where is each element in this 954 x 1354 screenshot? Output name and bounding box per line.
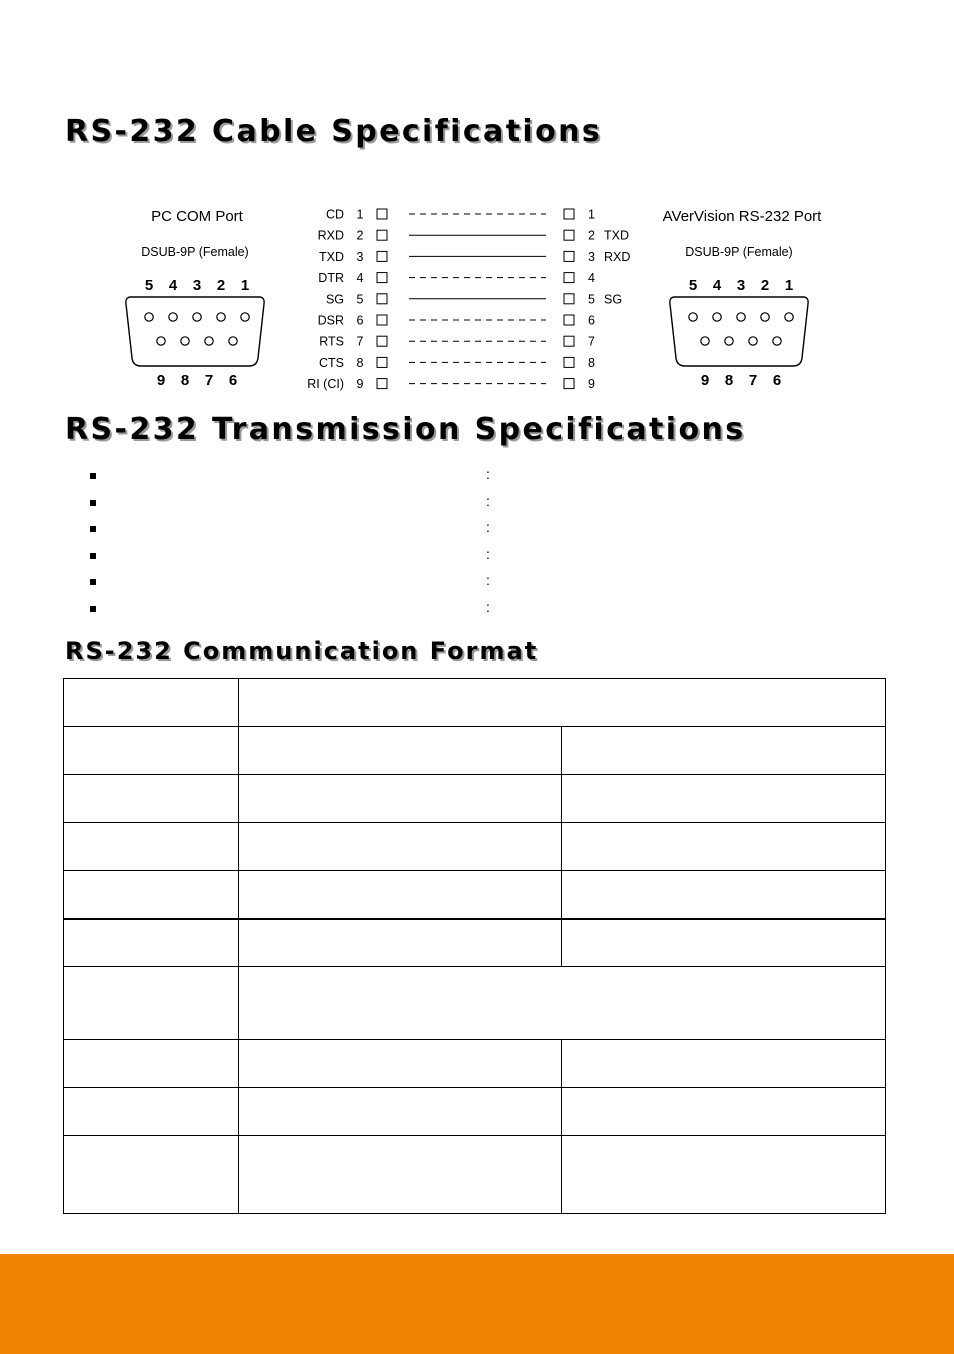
device-pin-number: 3: [588, 249, 595, 264]
pc-port-title: PC COM Port: [151, 208, 243, 225]
table-cell-value: [239, 967, 886, 1039]
connector-pin-number: 6: [772, 372, 782, 389]
table-cell-value: [239, 1039, 562, 1087]
table-cell-value: [562, 1135, 886, 1213]
connector-pin-number: 7: [204, 372, 214, 389]
table-row: [64, 775, 886, 823]
pc-pin-number: 5: [356, 292, 364, 307]
table-cell-label: [64, 1039, 239, 1087]
table-row: [64, 1135, 886, 1213]
connector-pin-hole: [145, 313, 153, 321]
table-cell-value: [239, 919, 562, 967]
connector-pin-hole: [749, 337, 757, 345]
connector-pin-number: 3: [192, 277, 202, 294]
connector-pin-number: 9: [156, 372, 166, 389]
pc-pin-number: 2: [356, 228, 364, 243]
table-row: [64, 679, 886, 727]
wiring-row: [319, 250, 630, 264]
pin-terminal-box: [564, 336, 574, 346]
table-cell-label: [64, 919, 239, 967]
device-pin-number: 9: [588, 377, 595, 392]
bullet-icon: [90, 526, 96, 532]
table-row: [64, 967, 886, 1039]
pc-signal-label: DTR: [318, 271, 344, 286]
cable-specifications-heading: RS-232 Cable Specifications: [65, 114, 603, 149]
pin-terminal-box: [564, 209, 574, 219]
connector-pin-number: 8: [180, 372, 190, 389]
connector-pin-number: 3: [736, 277, 746, 294]
table-cell-label: [64, 775, 239, 823]
pin-terminal-box: [377, 379, 387, 389]
wiring-row: [319, 356, 595, 370]
connector-pin-number: 2: [216, 277, 226, 294]
table-cell-value: [562, 1087, 886, 1135]
spec-separator: :: [486, 519, 490, 536]
pin-wiring: [307, 208, 630, 392]
connector-pin-hole: [713, 313, 721, 321]
connector-pin-number: 8: [724, 372, 734, 389]
wiring-row: [318, 229, 629, 243]
device-port-type: DSUB-9P (Female): [685, 245, 793, 259]
db9-connector-shape: [126, 297, 264, 366]
connector-pin-hole: [737, 313, 745, 321]
table-cell-value: [239, 775, 562, 823]
pin-terminal-box: [564, 273, 574, 283]
pc-pin-number: 6: [356, 313, 364, 328]
table-row: [64, 823, 886, 871]
pc-signal-label: SG: [325, 292, 344, 307]
pc-pin-number: 7: [356, 334, 364, 349]
connector-pin-number: 4: [712, 277, 722, 294]
transmission-spec-list: [86, 468, 586, 628]
connector-pin-hole: [701, 337, 709, 345]
table-cell-value: [239, 871, 562, 919]
bullet-icon: [90, 553, 96, 559]
table-row: [64, 871, 886, 919]
device-pin-number: 8: [588, 355, 595, 370]
connector-pin-hole: [761, 313, 769, 321]
wiring-row: [319, 335, 595, 349]
device-pin-number: 6: [588, 313, 595, 328]
table-cell-value: [239, 727, 562, 775]
pc-signal-label: CTS: [319, 355, 344, 370]
table-cell-label: [64, 823, 239, 871]
connector-pin-number: 5: [144, 277, 154, 294]
connector-pin-number: 1: [240, 277, 250, 294]
connector-pin-number: 7: [748, 372, 758, 389]
pin-terminal-box: [377, 336, 387, 346]
device-pin-number: 1: [588, 207, 595, 222]
connector-pin-number: 2: [760, 277, 770, 294]
device-port-title: AVerVision RS-232 Port: [662, 208, 822, 225]
footer-band: [0, 1254, 954, 1354]
wiring-row: [318, 314, 595, 328]
device-pin-number: 2: [588, 228, 595, 243]
table-cell-value: [562, 871, 886, 919]
pc-signal-label: RTS: [319, 334, 344, 349]
pc-port-type: DSUB-9P (Female): [141, 245, 249, 259]
wiring-row: [326, 292, 622, 306]
table-cell-label: [64, 679, 239, 727]
spec-separator: :: [486, 572, 490, 589]
bullet-icon: [90, 606, 96, 612]
bullet-icon: [90, 500, 96, 506]
pin-terminal-box: [377, 209, 387, 219]
connector-pin-hole: [181, 337, 189, 345]
device-signal-label: SG: [604, 292, 623, 307]
pin-terminal-box: [377, 251, 387, 261]
transmission-spec-item: [86, 492, 586, 522]
table-cell-value: [239, 1087, 562, 1135]
pin-terminal-box: [377, 315, 387, 325]
table-row: [64, 1087, 886, 1135]
transmission-specifications-heading: RS-232 Transmission Specifications: [65, 412, 746, 447]
pc-signal-label: RI (CI): [307, 377, 344, 392]
aver-rs232-port: [663, 208, 823, 389]
table-cell-value: [562, 775, 886, 823]
connector-pin-hole: [217, 313, 225, 321]
table-cell-value: [562, 823, 886, 871]
connector-pin-hole: [773, 337, 781, 345]
table-cell-value: [562, 727, 886, 775]
table-cell-value: [562, 1039, 886, 1087]
db9-connector-shape: [670, 297, 808, 366]
pc-signal-label: CD: [325, 207, 344, 222]
table-cell-label: [64, 967, 239, 1039]
pc-signal-label: TXD: [319, 249, 344, 264]
connector-pin-hole: [205, 337, 213, 345]
pin-terminal-box: [564, 294, 574, 304]
table-cell-label: [64, 1135, 239, 1213]
communication-format-heading: RS-232 Communication Format: [65, 637, 539, 665]
pin-terminal-box: [564, 230, 574, 240]
transmission-spec-item: [86, 598, 586, 628]
device-pin-number: 5: [588, 292, 595, 307]
table-cell-value: [239, 1135, 562, 1213]
connector-pin-number: 1: [784, 277, 794, 294]
bullet-icon: [90, 473, 96, 479]
pin-terminal-box: [377, 230, 387, 240]
pc-pin-number: 4: [356, 271, 364, 286]
table-cell-label: [64, 727, 239, 775]
device-pin-number: 4: [588, 271, 595, 286]
pin-terminal-box: [564, 251, 574, 261]
connector-pin-hole: [169, 313, 177, 321]
communication-format-table: [63, 678, 886, 1214]
table-cell-value: [239, 679, 886, 727]
pin-terminal-box: [377, 294, 387, 304]
table-cell-label: [64, 871, 239, 919]
table-cell-label: [64, 1087, 239, 1135]
connector-pin-number: 5: [688, 277, 698, 294]
wiring-row: [307, 377, 595, 391]
transmission-spec-item: [86, 574, 586, 601]
pc-pin-number: 1: [356, 207, 364, 222]
connector-pin-hole: [229, 337, 237, 345]
connector-pin-hole: [689, 313, 697, 321]
spec-separator: :: [486, 598, 490, 615]
connector-pin-hole: [785, 313, 793, 321]
pin-terminal-box: [377, 273, 387, 283]
pc-signal-label: DSR: [317, 313, 344, 328]
device-pin-number: 7: [588, 334, 595, 349]
device-signal-label: RXD: [604, 249, 631, 264]
table-cell-value: [562, 919, 886, 967]
pc-pin-number: 9: [356, 377, 364, 392]
pc-pin-number: 3: [356, 249, 364, 264]
device-signal-label: TXD: [604, 228, 629, 243]
table-cell-value: [239, 823, 562, 871]
connector-pin-number: 9: [700, 372, 710, 389]
bullet-icon: [90, 579, 96, 585]
connector-pin-number: 6: [228, 372, 238, 389]
table-row: [64, 727, 886, 775]
pin-terminal-box: [377, 357, 387, 367]
pin-terminal-box: [564, 357, 574, 367]
table-row: [64, 919, 886, 967]
wiring-row: [326, 208, 595, 222]
pin-terminal-box: [564, 315, 574, 325]
pin-terminal-box: [564, 379, 574, 389]
rs232-cable-diagram: [0, 190, 954, 400]
spec-separator: :: [486, 466, 490, 482]
connector-pin-hole: [157, 337, 165, 345]
connector-pin-hole: [193, 313, 201, 321]
connector-pin-number: 4: [168, 277, 178, 294]
spec-separator: :: [486, 545, 490, 562]
spec-separator: :: [486, 492, 490, 509]
pc-signal-label: RXD: [317, 228, 344, 243]
pc-com-port: [126, 208, 264, 389]
connector-pin-hole: [241, 313, 249, 321]
pc-pin-number: 8: [356, 355, 364, 370]
transmission-spec-item: [86, 521, 586, 548]
table-row: [64, 1039, 886, 1087]
connector-pin-hole: [725, 337, 733, 345]
transmission-spec-item: [86, 545, 586, 575]
wiring-row: [318, 271, 595, 285]
transmission-spec-item: [86, 468, 586, 495]
